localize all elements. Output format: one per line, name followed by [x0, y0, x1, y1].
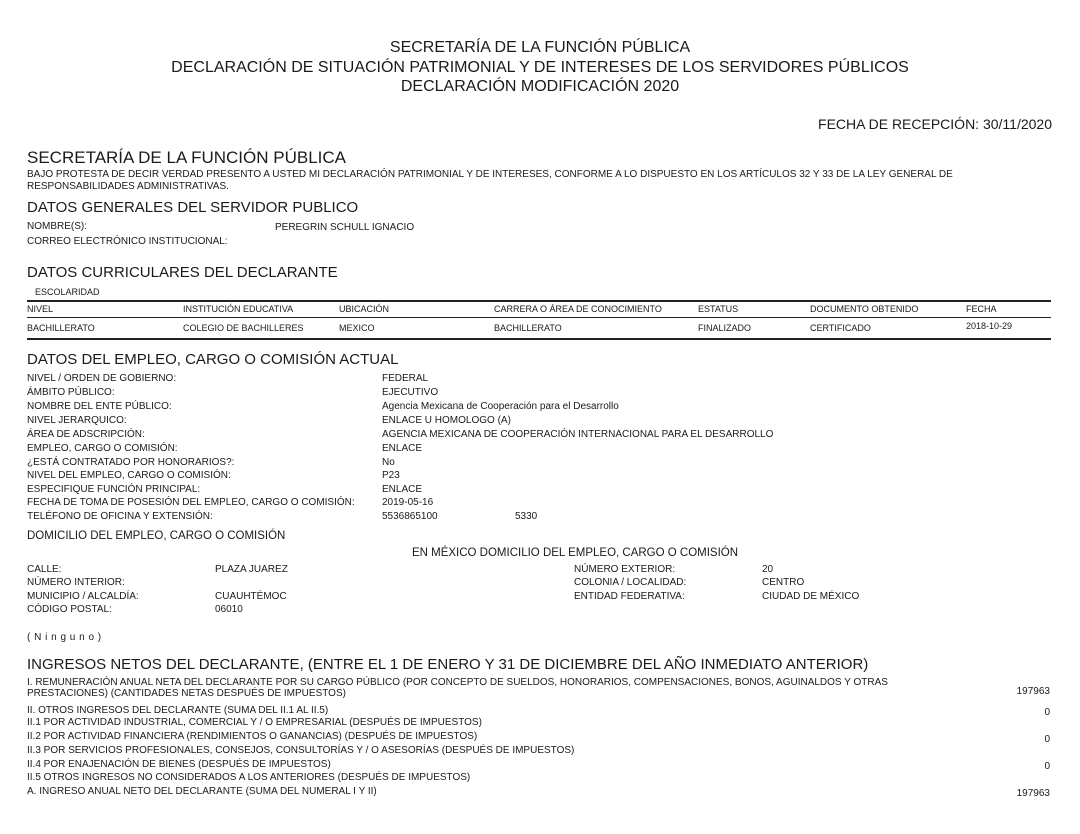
th-fecha: FECHA: [966, 304, 997, 314]
empleo-value: FEDERAL: [382, 373, 429, 384]
municipio-value: CUAUHTÉMOC: [215, 591, 287, 602]
ingreso-ii4-value: 0: [1044, 761, 1050, 772]
empleo-label: ¿ESTÁ CONTRATADO POR HONORARIOS?:: [27, 457, 235, 468]
th-institucion: INSTITUCIÓN EDUCATIVA: [183, 304, 294, 314]
empleo-value: ENLACE U HOMOLOGO (A): [382, 415, 511, 426]
curriculares-title: DATOS CURRICULARES DEL DECLARANTE: [27, 264, 338, 281]
numero-interior-label: NÚMERO INTERIOR:: [27, 577, 125, 588]
td-institucion: COLEGIO DE BACHILLERES: [183, 323, 304, 333]
empleo-title: DATOS DEL EMPLEO, CARGO O COMISIÓN ACTUAL: [27, 351, 399, 368]
td-fecha: 2018-10-29: [966, 321, 1013, 331]
numero-exterior-label: NÚMERO EXTERIOR:: [574, 564, 676, 575]
ingreso-i-line-2: PRESTACIONES) (CANTIDADES NETAS DESPUÉS DE IMPUESTOS): [27, 688, 346, 699]
header-line-3: DECLARACIÓN MODIFICACIÓN 2020: [400, 78, 680, 95]
empleo-value: ENLACE: [382, 484, 423, 495]
ingresos-title: INGRESOS NETOS DEL DECLARANTE, (ENTRE EL 1 DE ENERO Y 31 DE DICIEMBRE DEL AÑO INMEDIATO ANTERIOR): [27, 656, 869, 673]
ingreso-ii-value: 0: [1044, 707, 1050, 718]
extension-value: 5330: [515, 511, 538, 522]
empleo-value: 2019-05-16: [382, 497, 434, 508]
th-nivel: NIVEL: [27, 304, 54, 314]
protesta-line-1: BAJO PROTESTA DE DECIR VERDAD PRESENTO A USTED MI DECLARACIÓN PATRIMONIAL Y DE INTERESES, CONFORME A LO DISPUESTO EN LOS ARTÍCULOS 32 Y 33 DE LA LEY GENERAL DE: [27, 169, 953, 180]
empleo-label: NIVEL DEL EMPLEO, CARGO O COMISIÓN:: [27, 470, 231, 481]
th-documento: DOCUMENTO OBTENIDO: [810, 304, 919, 314]
codigo-postal-value: 06010: [215, 604, 243, 615]
ingreso-ii: II. OTROS INGRESOS DEL DECLARANTE (SUMA DEL II.1 AL II.5): [27, 705, 329, 716]
ingreso-ii3: II.3 POR SERVICIOS PROFESIONALES, CONSEJOS, CONSULTORÍAS Y / O ASESORÍAS (DESPUÉS DE IMPUESTOS): [27, 745, 575, 756]
empleo-label: NIVEL / ORDEN DE GOBIERNO:: [27, 373, 177, 384]
escolaridad-label: ESCOLARIDAD: [35, 287, 100, 297]
empleo-value: P23: [382, 470, 400, 481]
empleo-label: EMPLEO, CARGO O COMISIÓN:: [27, 443, 178, 454]
empleo-label: TELÉFONO DE OFICINA Y EXTENSIÓN:: [27, 511, 213, 522]
nombre-label: NOMBRE(S):: [27, 221, 87, 232]
entidad-label: ENTIDAD FEDERATIVA:: [574, 591, 685, 602]
td-carrera: BACHILLERATO: [494, 323, 562, 333]
empleo-label: ÁREA DE ADSCRIPCIÓN:: [27, 429, 145, 440]
ingreso-ii5: II.5 OTROS INGRESOS NO CONSIDERADOS A LOS ANTERIORES (DESPUÉS DE IMPUESTOS): [27, 772, 471, 783]
th-carrera: CARRERA O ÁREA DE CONOCIMIENTO: [494, 304, 662, 314]
domicilio-title: DOMICILIO DEL EMPLEO, CARGO O COMISIÓN: [27, 530, 286, 542]
empleo-value: EJECUTIVO: [382, 387, 439, 398]
correo-label: CORREO ELECTRÓNICO INSTITUCIONAL:: [27, 236, 228, 247]
domicilio-subtitle: EN MÉXICO DOMICILIO DEL EMPLEO, CARGO O COMISIÓN: [411, 547, 739, 559]
ninguno-text: ( N i n g u n o ): [27, 632, 102, 643]
ingreso-ii2-value: 0: [1044, 734, 1050, 745]
ingreso-ii4: II.4 POR ENAJENACIÓN DE BIENES (DESPUÉS DE IMPUESTOS): [27, 759, 331, 770]
th-ubicacion: UBICACIÓN: [339, 304, 390, 314]
municipio-label: MUNICIPIO / ALCALDÍA:: [27, 591, 139, 602]
table-bottom-rule: [27, 338, 1051, 340]
codigo-postal-label: CÓDIGO POSTAL:: [27, 604, 112, 615]
empleo-label: NIVEL JERARQUICO:: [27, 415, 127, 426]
td-documento: CERTIFICADO: [810, 323, 871, 333]
ingreso-ii1: II.1 POR ACTIVIDAD INDUSTRIAL, COMERCIAL Y / O EMPRESARIAL (DESPUÉS DE IMPUESTOS): [27, 717, 482, 728]
colonia-value: CENTRO: [762, 577, 805, 588]
empleo-label: ÁMBITO PÚBLICO:: [27, 387, 115, 398]
header-line-2: DECLARACIÓN DE SITUACIÓN PATRIMONIAL Y DE INTERESES DE LOS SERVIDORES PÚBLICOS: [171, 59, 909, 76]
ingreso-i-line-1: I. REMUNERACIÓN ANUAL NETA DEL DECLARANTE POR SU CARGO PÚBLICO (POR CONCEPTO DE SUELDOS, HONORARIOS, COMPENSACIONES, BONOS, AGUINALDOS Y OTRAS: [27, 677, 888, 688]
datos-generales-title: DATOS GENERALES DEL SERVIDOR PUBLICO: [27, 199, 359, 216]
empleo-label: FECHA DE TOMA DE POSESIÓN DEL EMPLEO, CARGO O COMISIÓN:: [27, 497, 355, 508]
entidad-value: CIUDAD DE MÉXICO: [762, 591, 860, 602]
ingreso-i-value: 197963: [1016, 686, 1050, 697]
header-line-1: SECRETARÍA DE LA FUNCIÓN PÚBLICA: [389, 39, 691, 56]
table-header-rule: [27, 317, 1051, 318]
empleo-value: AGENCIA MEXICANA DE COOPERACIÓN INTERNACIONAL PARA EL DESARROLLO: [382, 429, 774, 440]
ingreso-a-value: 197963: [1016, 788, 1050, 799]
ingreso-ii2: II.2 POR ACTIVIDAD FINANCIERA (RENDIMIENTOS O GANANCIAS) (DESPUÉS DE IMPUESTOS): [27, 731, 478, 742]
intro-title: SECRETARÍA DE LA FUNCIÓN PÚBLICA: [27, 148, 346, 167]
td-ubicacion: MEXICO: [339, 323, 375, 333]
numero-exterior-value: 20: [762, 564, 774, 575]
empleo-label: NOMBRE DEL ENTE PÚBLICO:: [27, 401, 172, 412]
protesta-line-2: RESPONSABILIDADES ADMINISTRATIVAS.: [27, 181, 229, 192]
fecha-recepcion: FECHA DE RECEPCIÓN: 30/11/2020: [818, 116, 1052, 132]
td-nivel: BACHILLERATO: [27, 323, 95, 333]
empleo-value: No: [382, 457, 395, 468]
calle-label: CALLE:: [27, 564, 62, 575]
th-estatus: ESTATUS: [698, 304, 739, 314]
nombre-value: PEREGRIN SCHULL IGNACIO: [275, 222, 415, 233]
empleo-value: ENLACE: [382, 443, 423, 454]
colonia-label: COLONIA / LOCALIDAD:: [574, 577, 687, 588]
empleo-label: ESPECIFIQUE FUNCIÓN PRINCIPAL:: [27, 484, 201, 495]
empleo-value: 5536865100: [382, 511, 438, 522]
table-top-rule: [27, 300, 1051, 302]
calle-value: PLAZA JUAREZ: [215, 564, 288, 575]
ingreso-a: A. INGRESO ANUAL NETO DEL DECLARANTE (SUMA DEL NUMERAL I Y II): [27, 786, 377, 797]
empleo-value: Agencia Mexicana de Cooperación para el Desarrollo: [382, 401, 619, 412]
td-estatus: FINALIZADO: [698, 323, 752, 333]
